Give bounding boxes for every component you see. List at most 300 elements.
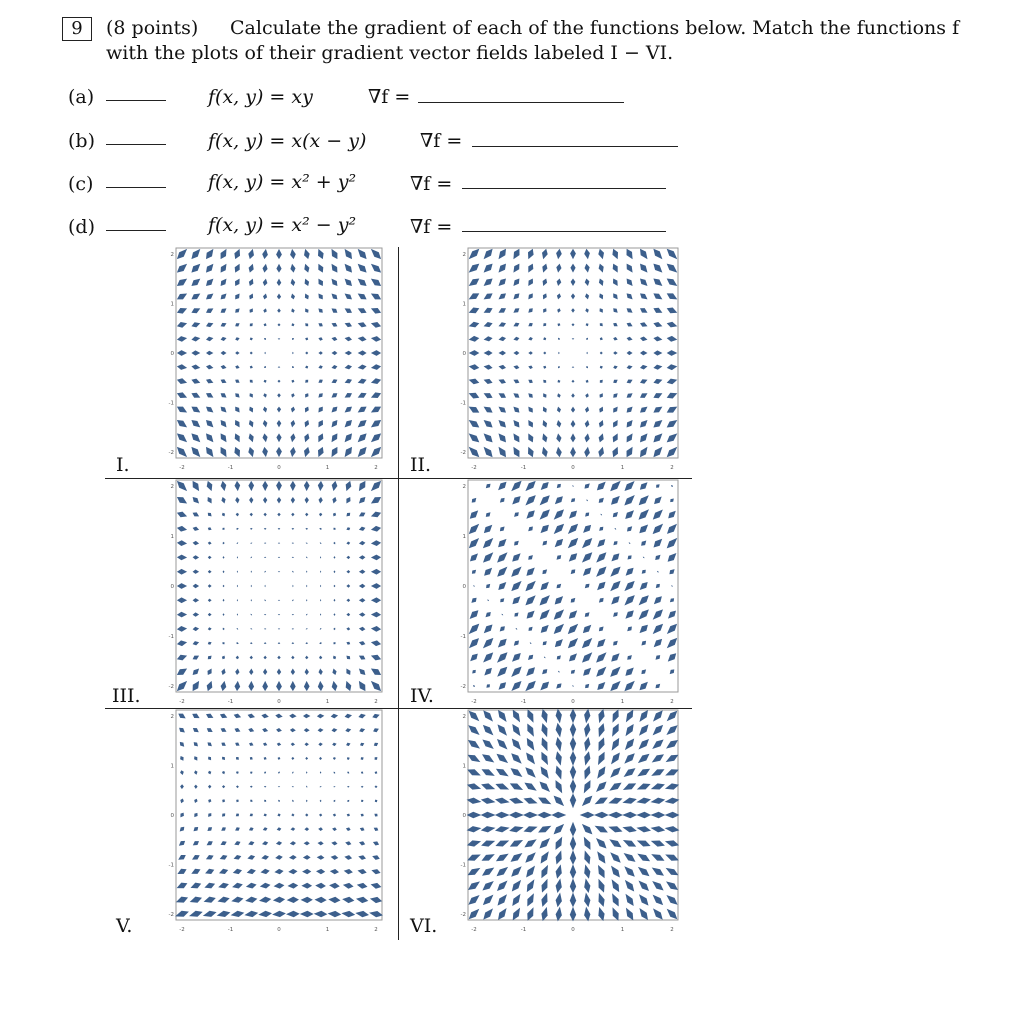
vector-arrow [206, 308, 213, 313]
vector-arrow [249, 264, 254, 273]
vector-arrow [180, 784, 184, 789]
vector-arrow [291, 407, 295, 413]
vector-arrow [526, 568, 534, 576]
vector-arrow [222, 799, 225, 802]
vector-arrow [359, 612, 366, 616]
x-tick-label: -2 [179, 699, 185, 705]
vector-arrow [193, 512, 200, 516]
vector-arrow [499, 379, 507, 384]
vector-arrow [278, 338, 281, 340]
vector-arrow [305, 757, 308, 760]
vector-arrow [582, 652, 592, 662]
vector-arrow [234, 714, 241, 719]
vector-arrow [467, 826, 482, 832]
vector-arrow [264, 513, 267, 517]
vector-arrow [346, 669, 350, 676]
vector-arrow [359, 541, 366, 545]
vector-arrow [292, 800, 294, 803]
vector-arrow [610, 667, 620, 677]
vector-arrow [481, 841, 495, 847]
vector-arrow [584, 709, 590, 724]
vector-arrow [264, 352, 266, 355]
vector-arrow [278, 772, 280, 774]
vector-arrow [600, 514, 602, 516]
vector-arrow [204, 897, 216, 903]
vector-arrow [191, 294, 200, 300]
vector-arrow [191, 308, 200, 313]
y-tick-label: -1 [460, 634, 466, 640]
vector-arrow [371, 264, 381, 273]
vector-arrow [481, 798, 496, 804]
vector-field-plot-IV [454, 476, 682, 706]
vector-arrow [290, 264, 295, 273]
vector-arrow [495, 784, 509, 790]
vector-arrow [194, 799, 197, 803]
vector-arrow [208, 669, 212, 676]
vector-arrow [334, 772, 336, 774]
vector-arrow [484, 625, 493, 634]
vector-arrow [291, 308, 295, 312]
vector-arrow [469, 638, 479, 648]
x-tick-label: 0 [277, 465, 281, 471]
vector-arrow [292, 543, 295, 544]
vector-arrow [191, 420, 200, 427]
vector-arrow [486, 512, 491, 517]
vector-arrow [469, 279, 480, 287]
vector-arrow [305, 669, 309, 676]
vector-arrow [527, 611, 535, 619]
vector-arrow [191, 433, 200, 442]
vector-arrow [554, 509, 564, 519]
vector-arrow [557, 420, 562, 428]
vector-arrow [371, 655, 381, 661]
vector-arrow [653, 379, 662, 384]
vector-arrow [569, 511, 577, 519]
vector-arrow [514, 512, 519, 517]
vector-arrow [653, 524, 664, 535]
vector-arrow [247, 855, 255, 860]
vector-arrow [193, 541, 200, 545]
vector-arrow [483, 552, 493, 562]
vector-arrow [206, 393, 213, 398]
vector-arrow [599, 627, 604, 632]
vector-arrow [276, 249, 282, 259]
vector-arrow [484, 293, 493, 299]
vector-arrow [305, 279, 310, 286]
vector-arrow [558, 352, 560, 355]
vector-arrow [481, 826, 496, 832]
vector-arrow [484, 308, 493, 313]
function-a-gradient-blank[interactable] [418, 102, 624, 103]
vector-arrow [248, 447, 254, 457]
function-d-gradient-blank[interactable] [462, 231, 666, 232]
vector-arrow [177, 294, 187, 300]
vector-arrow [467, 840, 481, 846]
vector-arrow [177, 350, 187, 356]
vector-arrow [248, 714, 255, 719]
vector-arrow [264, 543, 267, 544]
function-a-answer-blank[interactable] [106, 100, 166, 101]
vector-arrow [586, 500, 588, 502]
vector-arrow [527, 709, 533, 723]
vector-arrow [551, 812, 566, 818]
vector-arrow [499, 351, 507, 356]
vector-arrow [499, 420, 507, 428]
x-tick-label: 2 [374, 465, 378, 471]
vector-arrow [613, 323, 618, 326]
function-d-label: (d) [68, 216, 95, 238]
vector-arrow [320, 571, 321, 573]
vector-arrow [332, 351, 338, 355]
vector-arrow [318, 249, 324, 259]
vector-arrow [613, 351, 618, 355]
function-b-gradient-label: ∇f = [420, 130, 463, 152]
vector-arrow [306, 786, 307, 788]
vector-arrow [543, 323, 546, 326]
vector-arrow [305, 528, 308, 530]
vector-arrow [626, 568, 634, 576]
vector-arrow [597, 639, 605, 647]
vector-arrow [627, 351, 633, 355]
vector-arrow [500, 527, 505, 532]
vector-arrow [571, 420, 576, 428]
vector-arrow [639, 881, 650, 892]
vector-arrow [527, 907, 533, 921]
vector-arrow [277, 308, 281, 312]
vector-arrow [572, 485, 574, 487]
vector-arrow [373, 728, 379, 732]
vector-arrow [613, 512, 618, 517]
vector-arrow [177, 669, 187, 676]
vector-arrow [525, 595, 535, 605]
vector-arrow [568, 538, 578, 548]
vector-arrow [584, 893, 590, 908]
vector-arrow [582, 552, 592, 562]
vector-arrow [613, 433, 618, 442]
y-tick-label: 2 [170, 252, 174, 258]
vector-arrow [334, 613, 336, 616]
vector-arrow [541, 752, 548, 765]
vector-arrow [291, 656, 294, 660]
vector-arrow [291, 294, 295, 300]
vector-arrow [278, 600, 280, 601]
vector-arrow [652, 754, 664, 762]
vector-arrow [583, 525, 591, 533]
vector-arrow [273, 897, 285, 903]
vector-arrow [359, 512, 366, 516]
vector-arrow [264, 571, 266, 573]
vector-arrow [640, 393, 648, 398]
vector-arrow [584, 907, 590, 922]
vector-arrow [305, 813, 308, 816]
vector-arrow [586, 352, 588, 355]
vector-arrow [596, 552, 606, 562]
vector-arrow [221, 433, 227, 442]
vector-arrow [666, 868, 679, 875]
vector-arrow [524, 783, 536, 791]
vector-arrow [472, 498, 477, 503]
vector-arrow [292, 642, 295, 644]
vector-arrow [263, 743, 267, 746]
vector-arrow [328, 897, 340, 903]
vector-arrow [180, 742, 184, 747]
vector-arrow [332, 497, 336, 504]
vector-arrow [319, 497, 323, 504]
vector-arrow [666, 755, 679, 762]
vector-arrow [263, 420, 268, 427]
vector-arrow [528, 447, 534, 458]
vector-arrow [542, 541, 547, 546]
vector-arrow [177, 392, 187, 398]
function-c-gradient-blank[interactable] [462, 188, 666, 189]
vector-arrow [220, 855, 228, 860]
vector-arrow [671, 585, 673, 587]
vector-arrow [666, 881, 678, 890]
vector-arrow [570, 447, 576, 458]
vector-arrow [306, 543, 308, 544]
vector-arrow [497, 667, 507, 677]
vector-arrow [667, 524, 677, 534]
vector-arrow [656, 484, 660, 488]
vector-arrow [191, 322, 200, 327]
vector-arrow [306, 599, 307, 601]
vector-arrow [251, 599, 252, 601]
vector-arrow [622, 812, 637, 818]
function-c-answer-blank[interactable] [106, 187, 166, 188]
function-b-label: (b) [68, 130, 95, 152]
vector-arrow [483, 638, 494, 649]
vector-arrow [304, 249, 310, 259]
vector-arrow [583, 568, 591, 576]
vector-arrow [207, 841, 213, 845]
vector-arrow [613, 308, 618, 313]
vector-arrow [540, 782, 551, 793]
vector-arrow [191, 350, 200, 355]
function-d-answer-blank[interactable] [106, 230, 166, 231]
vector-arrow [570, 709, 576, 724]
vector-arrow [640, 482, 648, 490]
vector-arrow [332, 481, 338, 491]
vector-arrow [304, 447, 310, 457]
vector-arrow [499, 279, 507, 287]
vector-arrow [330, 869, 339, 874]
vector-arrow [278, 380, 281, 383]
vector-arrow [347, 800, 349, 802]
vector-arrow [600, 308, 603, 313]
vector-arrow [473, 685, 475, 687]
vector-arrow [528, 308, 533, 313]
vector-arrow [236, 757, 239, 760]
vector-arrow [222, 785, 225, 788]
vector-arrow [651, 783, 665, 789]
vector-arrow [556, 780, 563, 793]
vector-arrow [627, 526, 632, 531]
vector-arrow [468, 755, 481, 762]
vector-arrow [596, 782, 607, 793]
y-tick-label: -1 [168, 400, 174, 407]
vector-arrow [306, 628, 308, 629]
vector-arrow [597, 482, 606, 491]
vector-arrow [346, 599, 350, 602]
vector-arrow [222, 528, 224, 530]
vector-arrow [571, 308, 575, 313]
vector-arrow [512, 894, 520, 906]
vector-arrow [586, 380, 589, 383]
vector-arrow [514, 641, 519, 646]
vector-arrow [250, 786, 253, 788]
vector-arrow [177, 512, 187, 518]
vector-arrow [554, 824, 565, 835]
vector-arrow [258, 911, 272, 917]
vector-arrow [359, 481, 366, 491]
vector-arrow [332, 407, 338, 413]
vector-arrow [639, 710, 648, 722]
y-tick-label: 1 [170, 301, 174, 308]
vector-arrow [571, 407, 575, 413]
vector-arrow [638, 867, 650, 876]
vector-arrow [667, 420, 678, 428]
vector-arrow [557, 407, 561, 413]
vector-arrow [610, 581, 620, 591]
vector-arrow [599, 279, 604, 287]
vector-arrow [208, 813, 211, 817]
vector-arrow [613, 420, 618, 428]
vector-arrow [332, 365, 338, 369]
vector-arrow [570, 892, 576, 907]
vector-arrow [513, 908, 520, 921]
vector-arrow [469, 624, 480, 635]
vector-arrow [263, 407, 267, 413]
vector-arrow [223, 613, 225, 616]
vector-arrow [513, 264, 519, 273]
y-tick-label: 0 [462, 584, 466, 590]
vector-arrow [346, 542, 350, 545]
vector-arrow [277, 827, 282, 831]
vector-arrow [555, 639, 563, 647]
vector-arrow [249, 743, 253, 746]
vector-arrow [600, 337, 603, 340]
vector-arrow [291, 827, 296, 831]
vector-arrow [596, 652, 606, 662]
vector-arrow [277, 420, 282, 427]
vector-arrow [359, 681, 366, 691]
vector-arrow [316, 869, 325, 874]
vector-arrow [192, 714, 199, 719]
vector-arrow [208, 785, 211, 789]
vector-arrow [558, 323, 561, 326]
vector-arrow [346, 570, 350, 573]
vector-arrow [331, 841, 337, 845]
vector-arrow [305, 366, 308, 369]
vector-arrow [320, 771, 321, 773]
vector-arrow [346, 743, 350, 747]
vector-arrow [513, 407, 519, 413]
vector-arrow [234, 855, 242, 860]
x-tick-label: -2 [179, 927, 185, 933]
vector-arrow [345, 294, 352, 300]
vector-arrow [472, 670, 476, 674]
vector-arrow [333, 757, 336, 760]
vector-arrow [653, 725, 664, 736]
vector-arrow [320, 585, 321, 587]
vector-arrow [609, 783, 621, 791]
vector-arrow [223, 599, 225, 602]
vector-arrow [527, 879, 535, 892]
function-b-gradient-blank[interactable] [472, 146, 678, 147]
vector-arrow [263, 279, 268, 286]
vector-arrow [234, 249, 240, 259]
y-tick-label: -1 [460, 862, 466, 869]
vector-arrow [582, 796, 593, 807]
vector-arrow [624, 753, 635, 764]
vector-arrow [613, 541, 617, 545]
vector-arrow [612, 249, 618, 260]
vector-arrow [626, 908, 633, 921]
vector-arrow [318, 294, 322, 300]
vector-arrow [249, 497, 253, 504]
vector-arrow [580, 812, 595, 818]
vector-arrow [557, 555, 562, 560]
vector-arrow [177, 583, 187, 589]
vector-arrow [639, 609, 649, 619]
vector-arrow [528, 433, 533, 442]
vector-arrow [191, 336, 200, 341]
vector-arrow [222, 757, 225, 760]
vector-arrow [264, 772, 266, 774]
vector-arrow [640, 279, 648, 287]
vector-arrow [371, 294, 381, 300]
vector-arrow [235, 294, 239, 300]
vector-arrow [246, 883, 257, 889]
vector-arrow [498, 539, 506, 547]
vector-arrow [636, 812, 651, 818]
vector-arrow [585, 612, 590, 617]
vector-arrow [334, 570, 336, 573]
vector-arrow [277, 279, 282, 286]
vector-arrow [235, 681, 241, 691]
vector-arrow [654, 539, 663, 548]
vector-arrow [654, 596, 662, 604]
vector-arrow [331, 714, 338, 719]
vector-arrow [585, 393, 589, 398]
vector-arrow [481, 783, 495, 789]
vector-arrow [306, 571, 307, 573]
vector-arrow [359, 656, 366, 660]
vector-arrow [206, 379, 213, 384]
vector-arrow [629, 542, 631, 544]
vector-arrow [509, 798, 523, 804]
vector-arrow [235, 827, 240, 830]
vector-arrow [221, 681, 227, 691]
vector-arrow [497, 754, 509, 763]
vector-arrow [555, 539, 563, 547]
vector-arrow [557, 655, 561, 659]
vector-arrow [221, 323, 227, 327]
vector-arrow [525, 681, 536, 692]
vector-arrow [653, 710, 663, 721]
vector-arrow [360, 743, 364, 746]
vector-arrow [358, 714, 365, 719]
function-b-answer-blank[interactable] [106, 144, 166, 145]
vector-arrow [260, 883, 271, 889]
vector-arrow [332, 337, 338, 341]
vector-arrow [328, 911, 342, 917]
vector-arrow [525, 481, 535, 491]
vector-arrow [250, 366, 253, 369]
vector-arrow [278, 571, 280, 572]
vector-arrow [180, 799, 184, 804]
vector-arrow [371, 681, 381, 691]
